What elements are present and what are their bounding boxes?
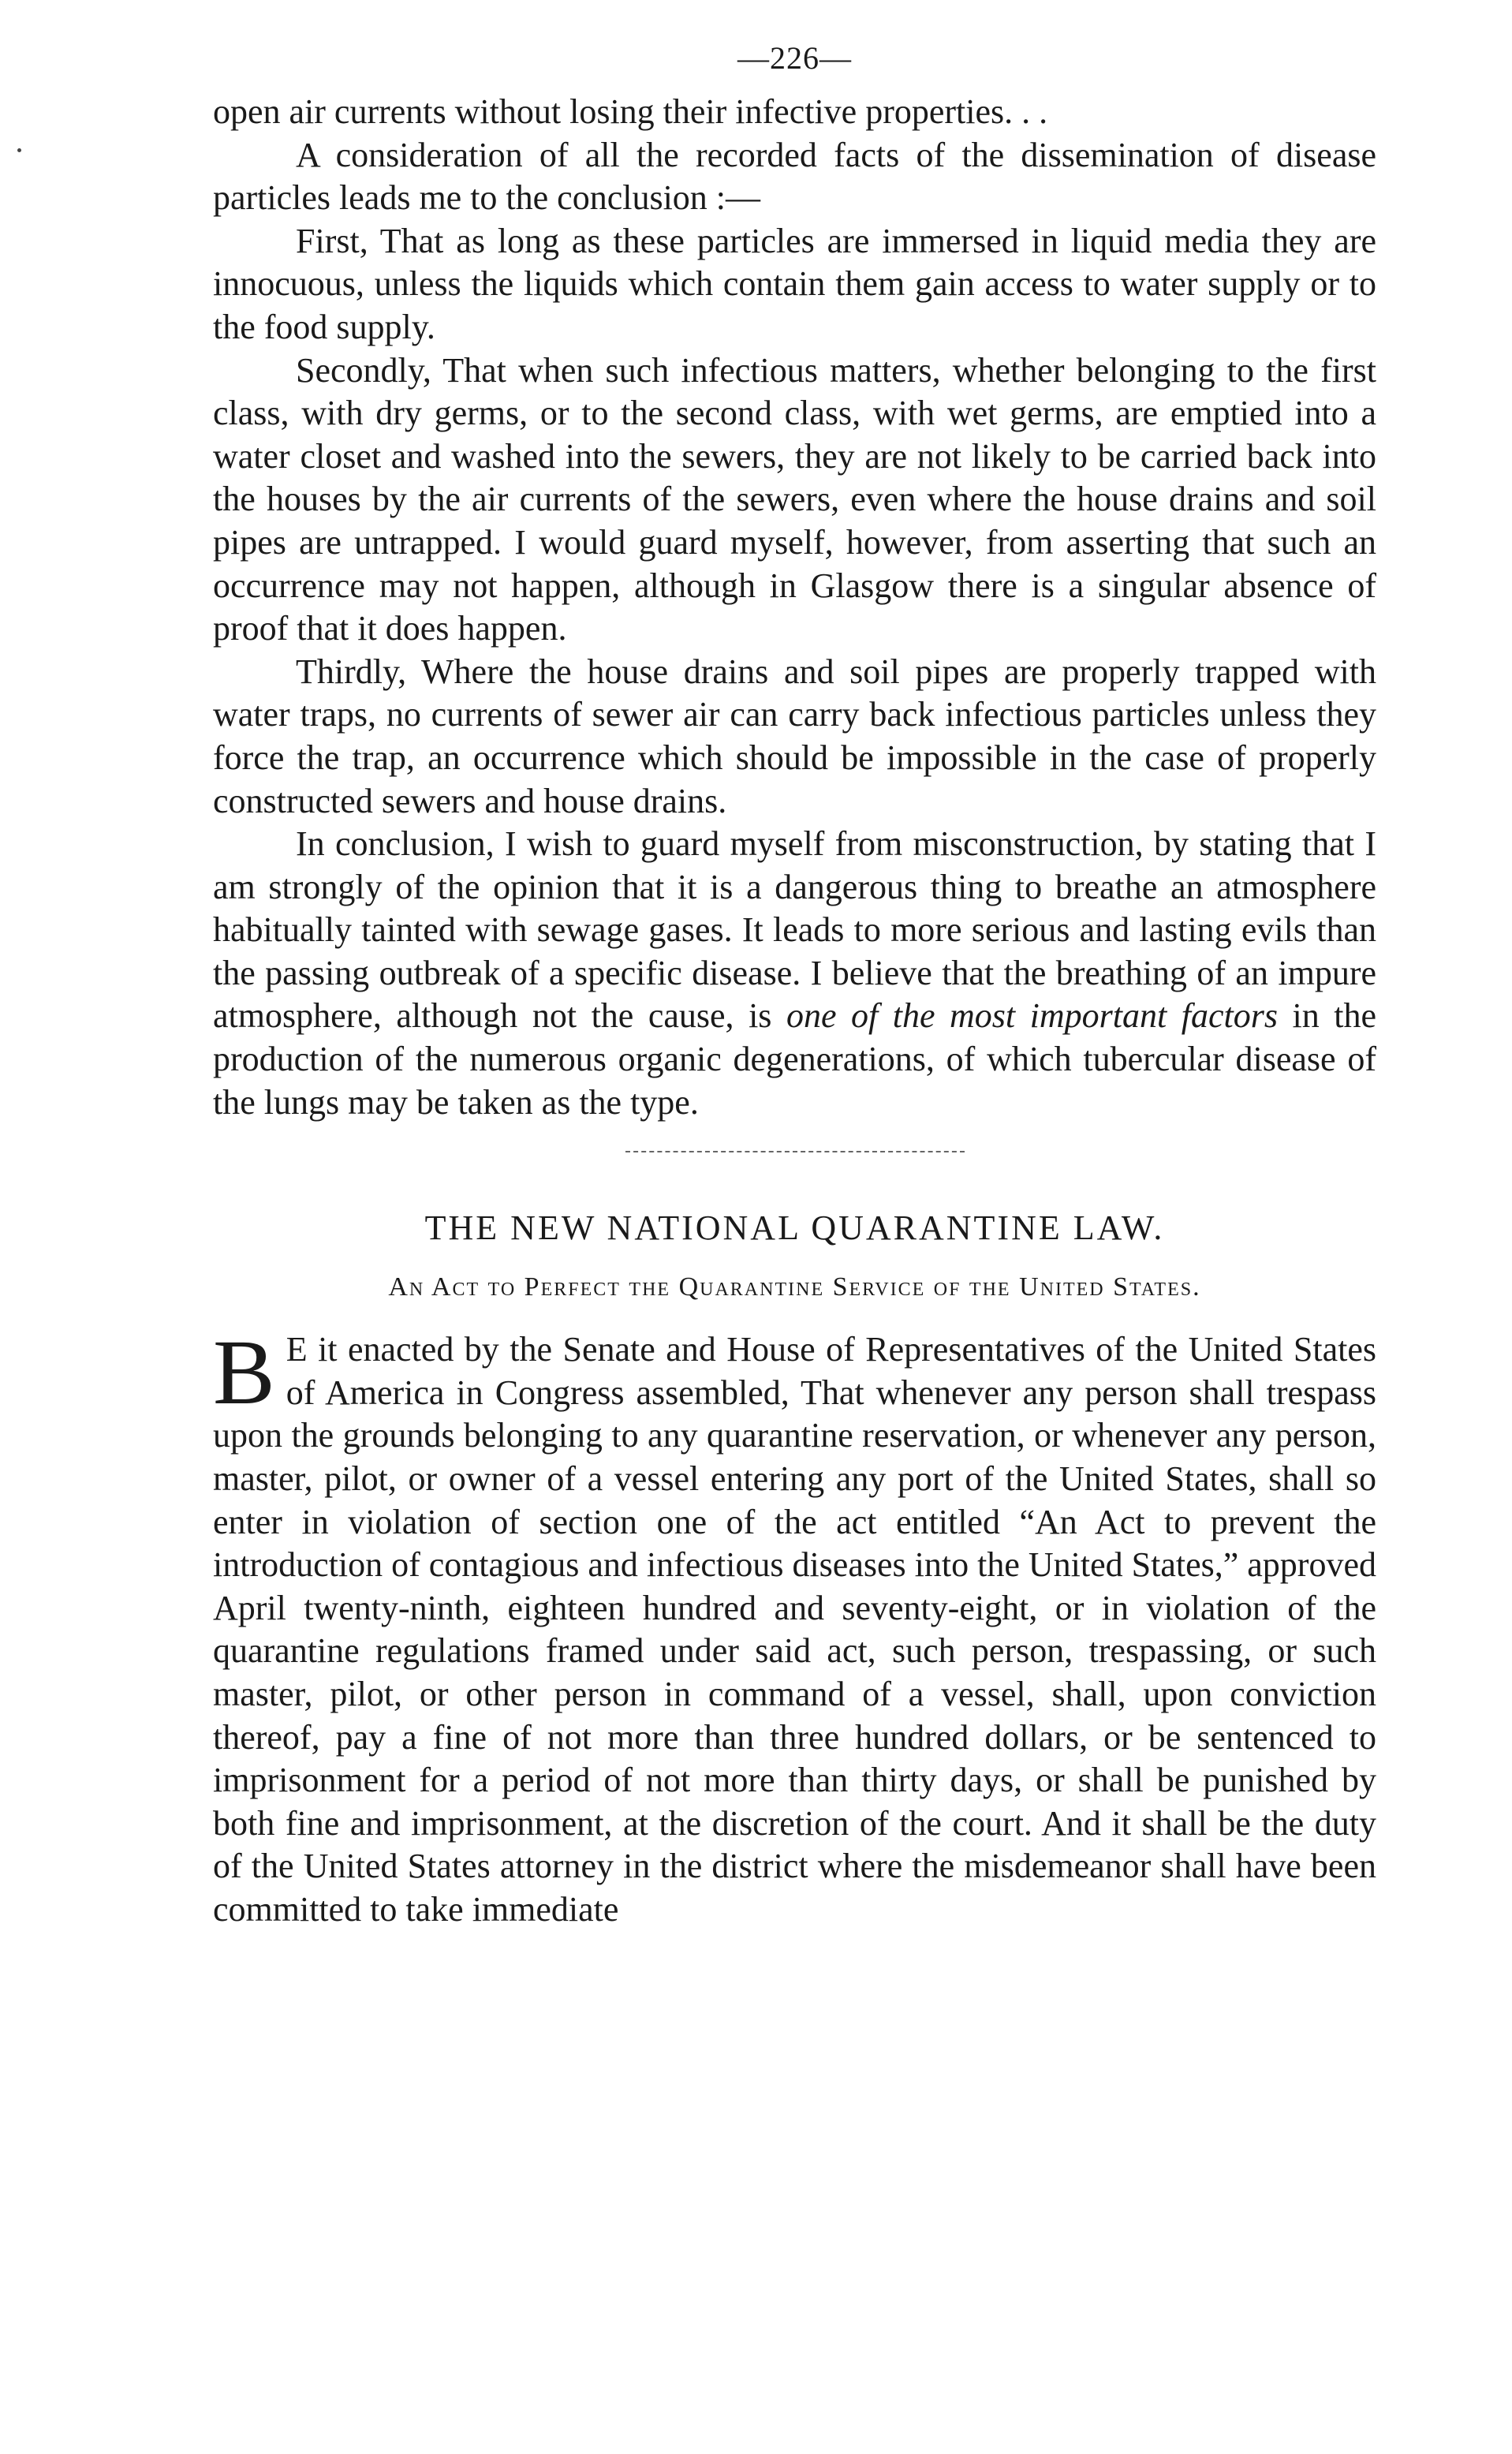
- paragraph-first: First, That as long as these particles are immersed in liquid media they are innocuous, unless the liquids which contain them gain access to water supply or to the food supply.: [213, 221, 1376, 346]
- paragraph-secondly: Secondly, That when such infectious matters, whether belonging to the first class, with dry germs, or to the second class, with wet germs, are emptied into a water closet and washed into the sewers, they are not likely to be carried back into the houses by the air currents of the sewers, even where the house drains and soil pipes are untrapped. I would guard myself, however, from asserting that such an occurrence may not happen, although in Glasgow there is a singular absence of proof that it does happen.: [213, 350, 1376, 648]
- act-text: [213, 1320, 1376, 1931]
- section-subtitle: An Act to Perfect the Quarantine Service of the United States.: [388, 1272, 1201, 1302]
- conclusion-text-after: in the production of the numerous organic degenerations, of which tubercular disease of the lungs may be taken as the type.: [213, 996, 1377, 1122]
- paragraph-conclusion: [213, 823, 1376, 1124]
- paragraph-continuation: open air currents without losing their infective properties. . .: [213, 92, 1048, 131]
- section-divider: [625, 1151, 965, 1152]
- article-body: [213, 91, 1376, 1124]
- document-page: [213, 39, 1376, 1932]
- paragraph-consideration: A consideration of all the recorded facts of the dissemination of disease particles leads me to the conclusion :—: [213, 135, 1376, 218]
- act-body: E it enacted by the Senate and House of Representatives of the United States of America in Congress assembled, That whenever any person shall trespass upon the grounds belonging to any quarantine reservation, or whenever any person, master, pilot, or owner of a vessel entering any port of the United States, shall so enter in violation of section one of the act entitled “An Act to prevent the introduction of contagious and infectious diseases into the United States,” approved April twenty-ninth, eighteen hundred and seventy-eight, or in violation of the quarantine regulations framed under said act, such person, trespassing, or such master, pilot, or other person in command of a vessel, shall, upon conviction thereof, pay a fine of not more than three hundred dollars, or be sentenced to imprisonment for a period of not more than thirty days, or shall be punished by both fine and imprisonment, at the discretion of the court. And it shall be the duty of the United States attorney in the district where the misdemeanor shall have been committed to take immediate: [213, 1330, 1376, 1929]
- conclusion-emphasis: one of the most important factors: [786, 996, 1278, 1036]
- paragraph-thirdly: Thirdly, Where the house drains and soil pipes are properly trapped with water traps, no currents of sewer air can carry back infectious particles unless they force the trap, an occurrence which should be impossible in the case of properly constructed sewers and house drains.: [213, 652, 1376, 820]
- page-number: —226—: [737, 40, 852, 76]
- drop-cap: B: [213, 1320, 275, 1425]
- conclusion-text-before: In conclusion, I wish to guard myself from misconstruction, by stating that I am strongly of the opinion that it is a dangerous thing to breathe an atmosphere habitually tainted with sewage gases. It leads to more serious and lasting evils than the passing outbreak of a specific disease. I believe that the breathing of an impure atmosphere, although not the cause, is: [213, 824, 1376, 1036]
- section-title: THE NEW NATIONAL QUARANTINE LAW.: [424, 1208, 1165, 1248]
- stray-ink-mark: [17, 148, 21, 152]
